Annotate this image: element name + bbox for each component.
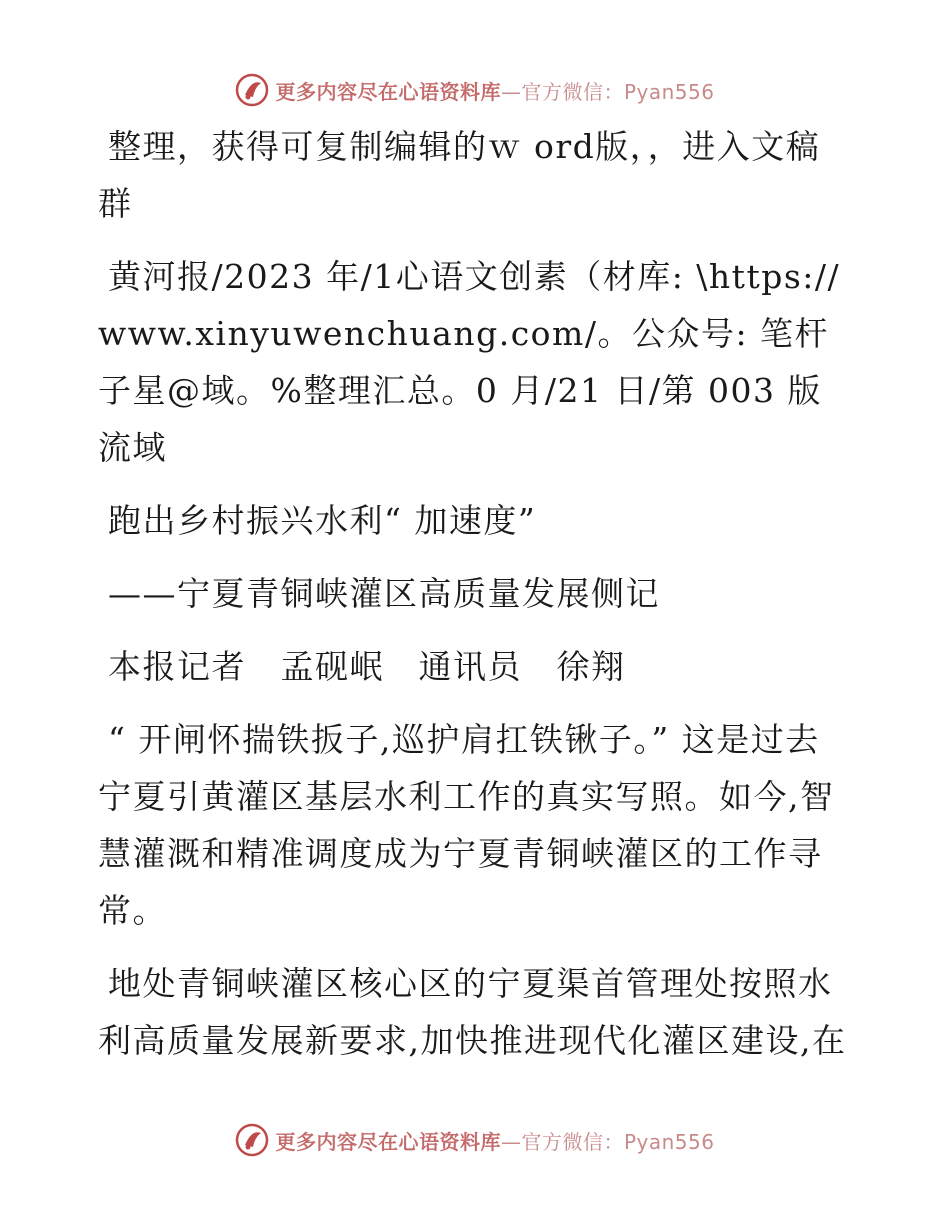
article-body [98,118,850,1085]
paragraph-body-2: 地处青铜峡灌区核心区的宁夏渠首管理处按照水利高质量发展新要求,加快推进现代化灌区建设,在 [98,964,847,1060]
banner-lead: 更多内容尽在心语资料库 [275,1129,501,1154]
paragraph-body-1: “ 开闸怀揣铁扳子,巡护肩扛铁锹子。” 这是过去宁夏引黄灌区基层水利工作的真实写照。如今,智慧灌溉和精准调度成为宁夏青铜峡灌区的工作寻常。 [98,720,835,930]
article-byline: 本报记者 孟砚岷 通讯员 徐翔 [108,647,626,686]
banner-text [275,1126,714,1155]
banner-text [275,76,714,105]
article-headline: 跑出乡村振兴水利“ 加速度” [108,501,537,540]
paragraph-source: 黄河报/2023 年/1心语文创素（材库: \https://www.xinyuwenchuang.com/。公众号: 笔杆子星@域。%整理汇总。0 月/21 日/第 003 版流域 [98,257,841,467]
banner-lead: 更多内容尽在心语资料库 [275,79,501,104]
brand-logo-icon [235,73,269,107]
banner-tail: —官方微信：Pyan556 [500,79,715,104]
banner-tail: —官方微信：Pyan556 [500,1129,715,1154]
header-banner [0,70,950,110]
footer-banner [0,1120,950,1160]
paragraph-intro: 整理，获得可复制编辑的ｗ ord版，，进入文稿群 [98,127,821,223]
brand-logo-icon [235,1123,269,1157]
article-subheadline: ——宁夏青铜峡灌区高质量发展侧记 [108,574,660,613]
